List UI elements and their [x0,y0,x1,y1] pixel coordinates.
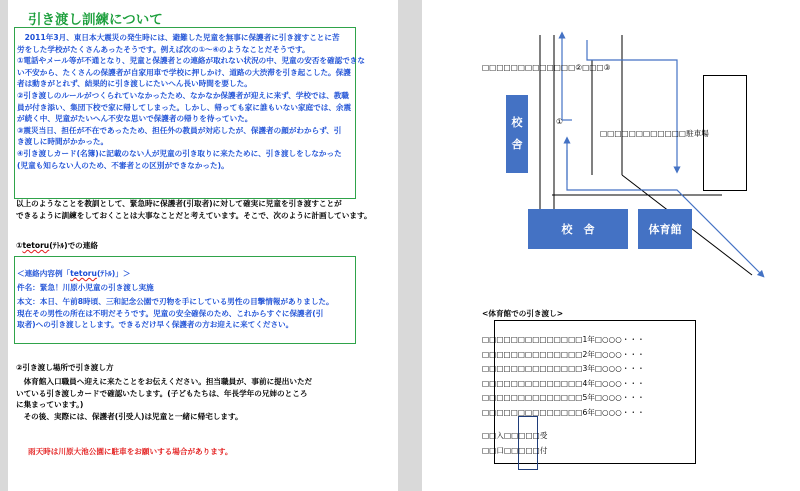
map-marker-row: □□□□□□□□□□□□□②□□□③ [482,63,611,72]
example-line: 本文：本日、午前8時頃、三和記念公園で刃物を手にしている男性の目撃情報がありました。 [17,297,334,306]
page-title: 引き渡し訓練について [28,12,163,28]
item2-body [16,376,312,422]
intro-line: ①電話やメール等が不通となり、児童と保護者との連絡が取れない状況の中、児童の安否を確認できな [17,56,365,66]
item2-heading: ②引き渡し場所で引き渡し方 [16,363,114,372]
summary-line: できるように訓練をしておくことは大事なことだと考えています。そこで、次のように計画しています。 [16,210,372,220]
item2-line: いている引き渡しカードで確認いたします。(子どもたちは、年長学年の兄姉のところ [16,388,308,398]
example-line: 取者)への引き渡しとします。できるだけ早く保護者の方お迎えに来てください。 [17,320,294,330]
grade-line: □□□□□□□□□□□□□□1年□○○○・・・ [482,335,645,344]
intro-line: 員が付き添い、集団下校で家に帰してしまった。しかし、帰っても家に誰もいない家庭では、余震 [17,102,352,112]
summary-text [16,198,372,221]
example-body [17,296,334,331]
intro-line: が続く中、児童がたいへん不安な思いで保護者の帰りを待っていた。 [17,114,253,124]
school-building-bottom: 校 舎 [528,209,628,249]
intro-line: い不安から、たくさんの保護者が自家用車で学校に押しかけ、道路の大渋滞を引き起こした。保護 [17,67,351,77]
item1-heading: ①tetoru(ﾃﾄﾙ)での連絡 [16,241,98,250]
grade-line: □□□□□□□□□□□□□□4年□○○○・・・ [482,378,645,388]
intro-line: ③震災当日、担任が不在であったため、担任外の教員が対応したが、保護者の顔がわからず、引 [17,125,342,135]
item2-line: 体育館入口職員へ迎えに来たことをお伝えください。担当職員が、事前に提出いただ [16,377,313,386]
document-page-right [422,0,800,491]
intro-line: ④引き渡しカード(名簿)に記載のない人が児童の引き取りに来たために、引き渡しをしなかった [17,148,342,158]
document-page-left [8,0,398,491]
map-marker-1: ① [556,117,563,126]
entrance-label: □□入□□□□□受 [482,431,548,440]
reception-desk [518,416,538,470]
item2-line: その後、実際には、保護者(引受人)は児童と一緒に帰宅します。 [16,411,243,421]
intro-line: ②引き渡しのルールがつくられていなかったため、なかなか保護者が迎えに来ず、学校では、教職 [17,90,349,100]
summary-line: 以上のようなことを教訓として、緊急時に保護者(引取者)に対して確実に児童を引き渡すことが [16,199,342,208]
gym-section-title: <体育館での引き渡し> [482,309,564,318]
intro-line: 2011年3月、東日本大震災の発生時には、避難した児童を無事に保護者に引き渡すことに苦 [17,33,340,42]
school-building-left: 校 舎 [506,95,528,173]
intro-line: き渡しに時間がかかった。 [17,137,109,147]
gymnasium: 体育館 [638,209,692,249]
grade-line: □□□□□□□□□□□□□□3年□○○○・・・ [482,364,645,373]
route-arrow [587,40,677,170]
grade-list [482,333,645,420]
intro-text [17,32,365,171]
parking-area [703,75,747,191]
grade-line: □□□□□□□□□□□□□□5年□○○○・・・ [482,393,645,402]
example-subject: 件名：緊急！川原小児童の引き渡し実施 [17,283,154,292]
intro-line: (児童も知らない人のため、不審者との区別ができなかった)。 [17,160,229,170]
parking-label: □□□□□□□□□□□□駐車場 [600,129,709,138]
item2-line: に集まっています。) [16,400,84,410]
grade-line: □□□□□□□□□□□□□□2年□○○○・・・ [482,349,645,359]
intro-line: 労をした学校がたくさんあったそうです。例えば次の①～④のようなことだそうです。 [17,44,310,54]
example-heading: ＜連絡内容例「tetoru(ﾃﾄﾙ)」＞ [17,269,131,278]
exit-label: □□口□□□□□付 [482,446,548,455]
rain-note: 雨天時は川原大池公園に駐車をお願いする場合があります。 [28,447,233,456]
intro-line: 者は動きがとれず、結果的に引き渡しにたいへん長い時間を要した。 [17,79,252,89]
example-line: 現在その男性の所在は不明だそうです。児童の安全確保のため、これからすぐに保護者(引 [17,308,324,318]
grade-line: □□□□□□□□□□□□□□6年□○○○・・・ [482,407,645,417]
